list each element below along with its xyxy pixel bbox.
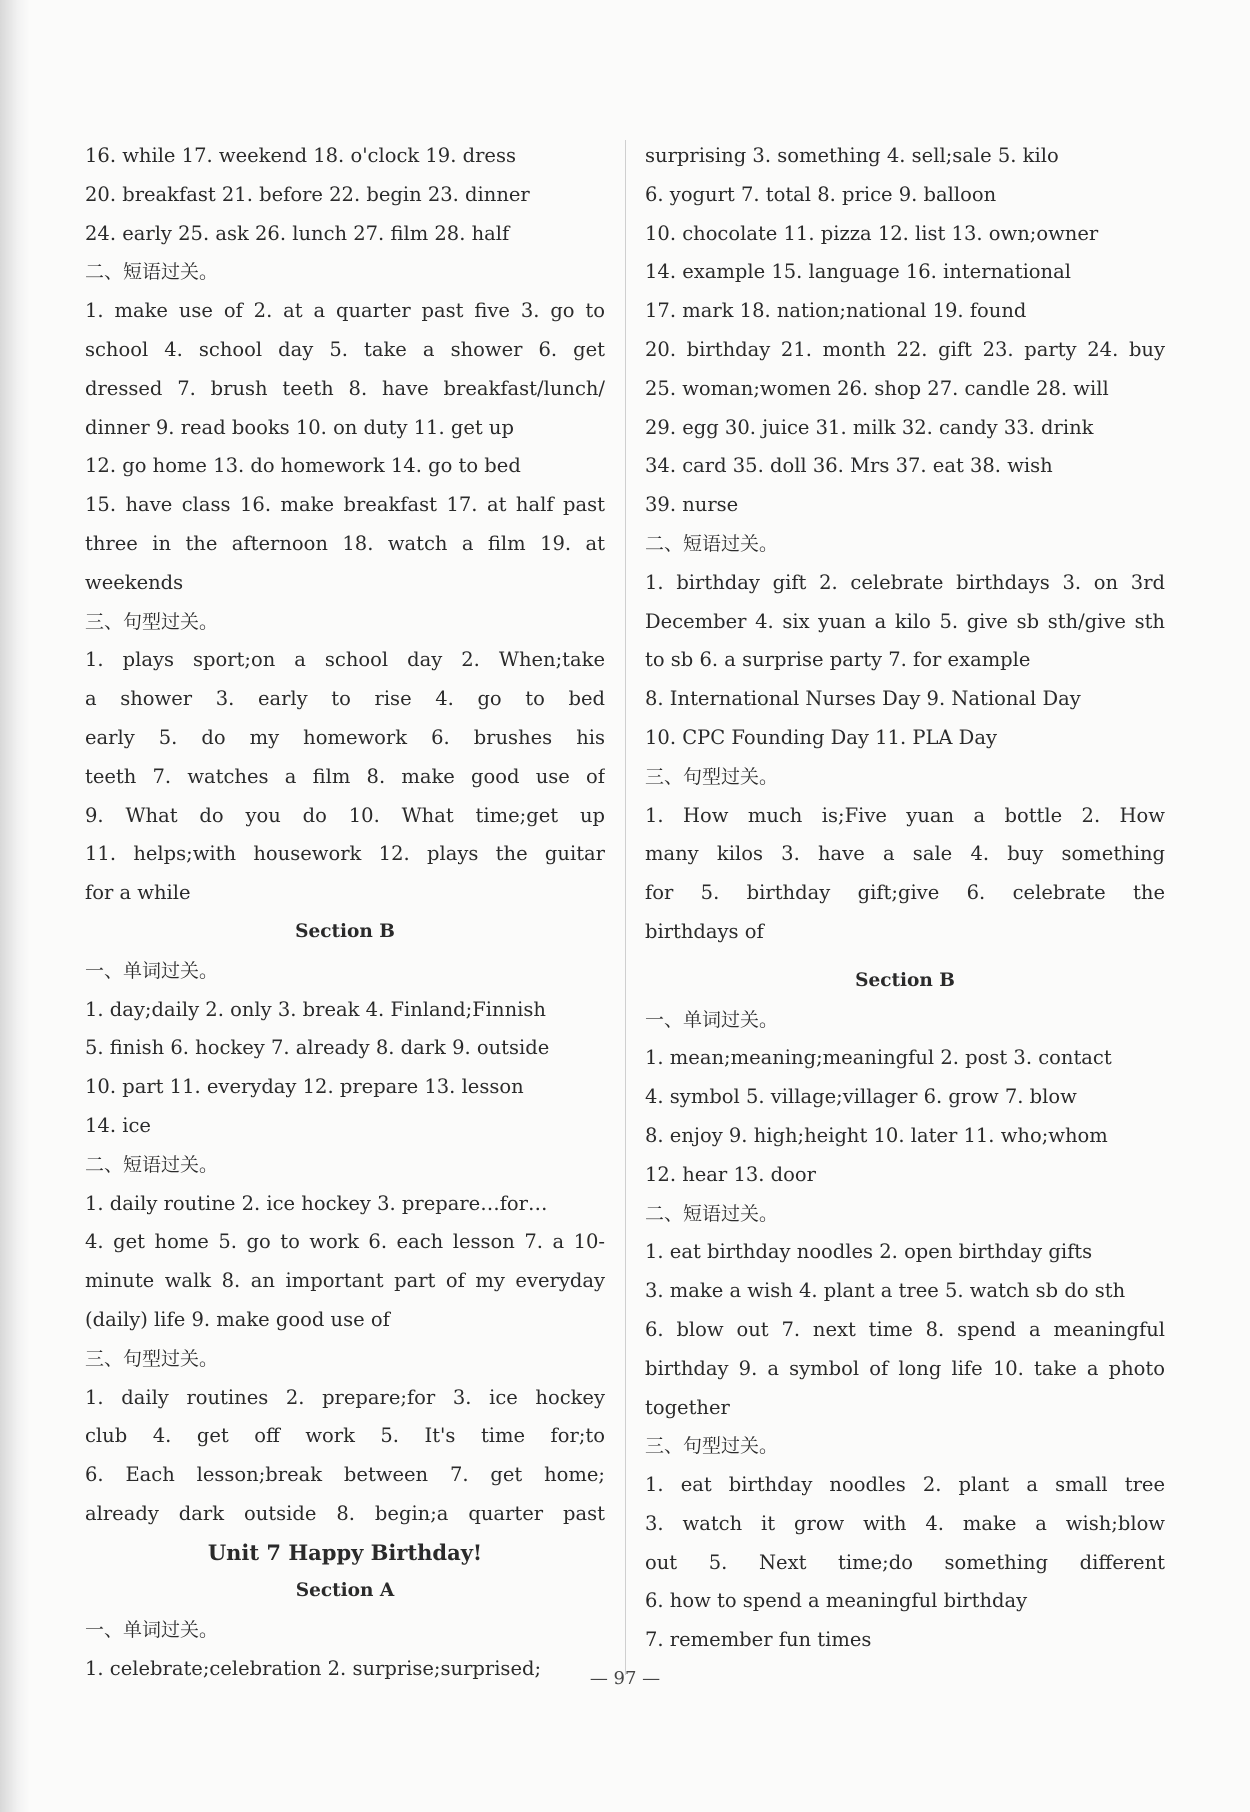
answer-line: 6. yogurt 7. total 8. price 9. balloon bbox=[645, 182, 997, 206]
answer-line: 1. mean;meaning;meaningful 2. post 3. contact bbox=[645, 1046, 1112, 1070]
answer-line: 20. breakfast 21. before 22. begin 23. dinner bbox=[85, 182, 530, 206]
page-edge-shadow bbox=[0, 0, 30, 1812]
answer-line: 10. part 11. everyday 12. prepare 13. lesson bbox=[85, 1075, 524, 1099]
section-heading: 三、句型过关。 bbox=[645, 765, 779, 788]
section-heading: 二、短语过关。 bbox=[85, 261, 219, 284]
answer-line: together bbox=[645, 1395, 730, 1419]
section-heading: 三、句型过关。 bbox=[85, 1347, 219, 1370]
answer-line: 12. hear 13. door bbox=[645, 1162, 816, 1186]
answer-line: dinner 9. read books 10. on duty 11. get up bbox=[85, 415, 514, 439]
answer-line: 34. card 35. doll 36. Mrs 37. eat 38. wish bbox=[645, 454, 1053, 478]
answer-line: 12. go home 13. do homework 14. go to bed bbox=[85, 454, 521, 478]
answer-line: 1. daily routines 2. prepare;for 3. ice hockey bbox=[85, 1385, 605, 1409]
answer-line: school 4. school day 5. take a shower 6. get bbox=[85, 337, 605, 361]
answer-line: 17. mark 18. nation;national 19. found bbox=[645, 299, 1027, 323]
answer-line: 1. How much is;Five yuan a bottle 2. How bbox=[645, 803, 1165, 827]
answer-line: 8. International Nurses Day 9. National Day bbox=[645, 687, 1081, 711]
answer-line: 16. while 17. weekend 18. o'clock 19. dress bbox=[85, 144, 516, 167]
section-heading: 一、单词过关。 bbox=[85, 1619, 219, 1642]
answer-line: 39. nurse bbox=[645, 493, 739, 517]
answer-line: 1. plays sport;on a school day 2. When;take bbox=[85, 648, 605, 672]
answer-line: 1. celebrate;celebration 2. surprise;surprised; bbox=[85, 1657, 542, 1681]
section-heading: 二、短语过关。 bbox=[85, 1153, 219, 1176]
answer-line: a shower 3. early to rise 4. go to bed bbox=[85, 687, 605, 711]
section-heading: 二、短语过关。 bbox=[645, 1202, 779, 1225]
answer-line: out 5. Next time;do something different bbox=[645, 1550, 1165, 1574]
section-heading: 一、单词过关。 bbox=[645, 1008, 779, 1031]
answer-line: surprising 3. something 4. sell;sale 5. kilo bbox=[645, 144, 1059, 167]
answer-line: 3. make a wish 4. plant a tree 5. watch sb do sth bbox=[645, 1279, 1126, 1303]
answer-line: for a while bbox=[85, 881, 191, 905]
right-answer-column bbox=[645, 137, 1165, 1660]
answer-line: 10. chocolate 11. pizza 12. list 13. own;owner bbox=[645, 221, 1099, 245]
section-heading: 三、句型过关。 bbox=[85, 610, 219, 633]
answer-line: 29. egg 30. juice 31. milk 32. candy 33. drink bbox=[645, 415, 1094, 439]
answer-line: early 5. do my homework 6. brushes his bbox=[85, 725, 605, 749]
answer-line: 1. make use of 2. at a quarter past five 3. go to bbox=[85, 299, 605, 323]
answer-line: many kilos 3. have a sale 4. buy something bbox=[645, 842, 1165, 866]
answer-line: 5. finish 6. hockey 7. already 8. dark 9. outside bbox=[85, 1036, 550, 1060]
answer-line: to sb 6. a surprise party 7. for example bbox=[645, 648, 1031, 672]
answer-line: 10. CPC Founding Day 11. PLA Day bbox=[645, 725, 997, 749]
answer-line: teeth 7. watches a film 8. make good use of bbox=[85, 764, 605, 788]
answer-line: 6. Each lesson;break between 7. get home; bbox=[85, 1463, 605, 1487]
answer-line: 4. get home 5. go to work 6. each lesson 7. a 10- bbox=[85, 1230, 605, 1254]
column-divider bbox=[625, 140, 626, 1675]
answer-line: 1. daily routine 2. ice hockey 3. prepare…for… bbox=[85, 1191, 548, 1215]
section-heading: 一、单词过关。 bbox=[85, 959, 219, 982]
answer-line: club 4. get off work 5. It's time for;to bbox=[85, 1424, 605, 1448]
answer-line: birthdays of bbox=[645, 919, 764, 943]
answer-line: 14. ice bbox=[85, 1113, 151, 1137]
answer-line: 6. how to spend a meaningful birthday bbox=[645, 1589, 1028, 1613]
answer-line: 1. eat birthday noodles 2. plant a small tree bbox=[645, 1473, 1165, 1497]
answer-line: already dark outside 8. begin;a quarter past bbox=[85, 1501, 605, 1525]
answer-line: birthday 9. a symbol of long life 10. take a photo bbox=[645, 1356, 1165, 1380]
answer-line: 3. watch it grow with 4. make a wish;blow bbox=[645, 1511, 1165, 1535]
answer-line: 25. woman;women 26. shop 27. candle 28. will bbox=[645, 376, 1109, 400]
section-heading: 二、短语过关。 bbox=[645, 532, 779, 555]
answer-line: 24. early 25. ask 26. lunch 27. film 28. half bbox=[85, 221, 510, 245]
unit-title: Unit 7 Happy Birthday! bbox=[207, 1539, 483, 1565]
section-heading: 三、句型过关。 bbox=[645, 1435, 779, 1458]
answer-line: dressed 7. brush teeth 8. have breakfast/lunch/ bbox=[85, 376, 605, 400]
answer-line: 20. birthday 21. month 22. gift 23. party 24. buy bbox=[645, 337, 1165, 361]
answer-line: (daily) life 9. make good use of bbox=[85, 1307, 390, 1331]
answer-line: 1. eat birthday noodles 2. open birthday gifts bbox=[645, 1240, 1093, 1264]
answer-line: for 5. birthday gift;give 6. celebrate the bbox=[645, 881, 1165, 905]
answer-line: 1. birthday gift 2. celebrate birthdays 3. on 3rd bbox=[645, 570, 1165, 594]
answer-line: 1. day;daily 2. only 3. break 4. Finland;Finnish bbox=[85, 997, 546, 1021]
answer-line: 14. example 15. language 16. international bbox=[645, 260, 1071, 284]
section-title: Section B bbox=[855, 969, 955, 991]
answer-line: 8. enjoy 9. high;height 10. later 11. who;whom bbox=[645, 1123, 1108, 1147]
answer-line: weekends bbox=[85, 570, 184, 594]
left-answer-column bbox=[85, 137, 605, 1689]
section-title: Section B bbox=[295, 920, 395, 942]
answer-line: 11. helps;with housework 12. plays the guitar bbox=[85, 842, 605, 866]
answer-line: 15. have class 16. make breakfast 17. at half past bbox=[85, 493, 605, 517]
page-number: — 97 — bbox=[589, 1668, 661, 1689]
answer-line: 4. symbol 5. village;villager 6. grow 7. blow bbox=[645, 1085, 1077, 1109]
answer-line: 7. remember fun times bbox=[645, 1628, 872, 1652]
section-title: Section A bbox=[295, 1580, 395, 1602]
spacer bbox=[645, 952, 1165, 962]
answer-line: December 4. six yuan a kilo 5. give sb sth/give sth bbox=[645, 609, 1165, 633]
answer-line: 6. blow out 7. next time 8. spend a meaningful bbox=[645, 1317, 1165, 1341]
answer-line: three in the afternoon 18. watch a film 19. at bbox=[85, 531, 605, 555]
answer-line: minute walk 8. an important part of my everyday bbox=[85, 1269, 605, 1293]
answer-line: 9. What do you do 10. What time;get up bbox=[85, 803, 605, 827]
